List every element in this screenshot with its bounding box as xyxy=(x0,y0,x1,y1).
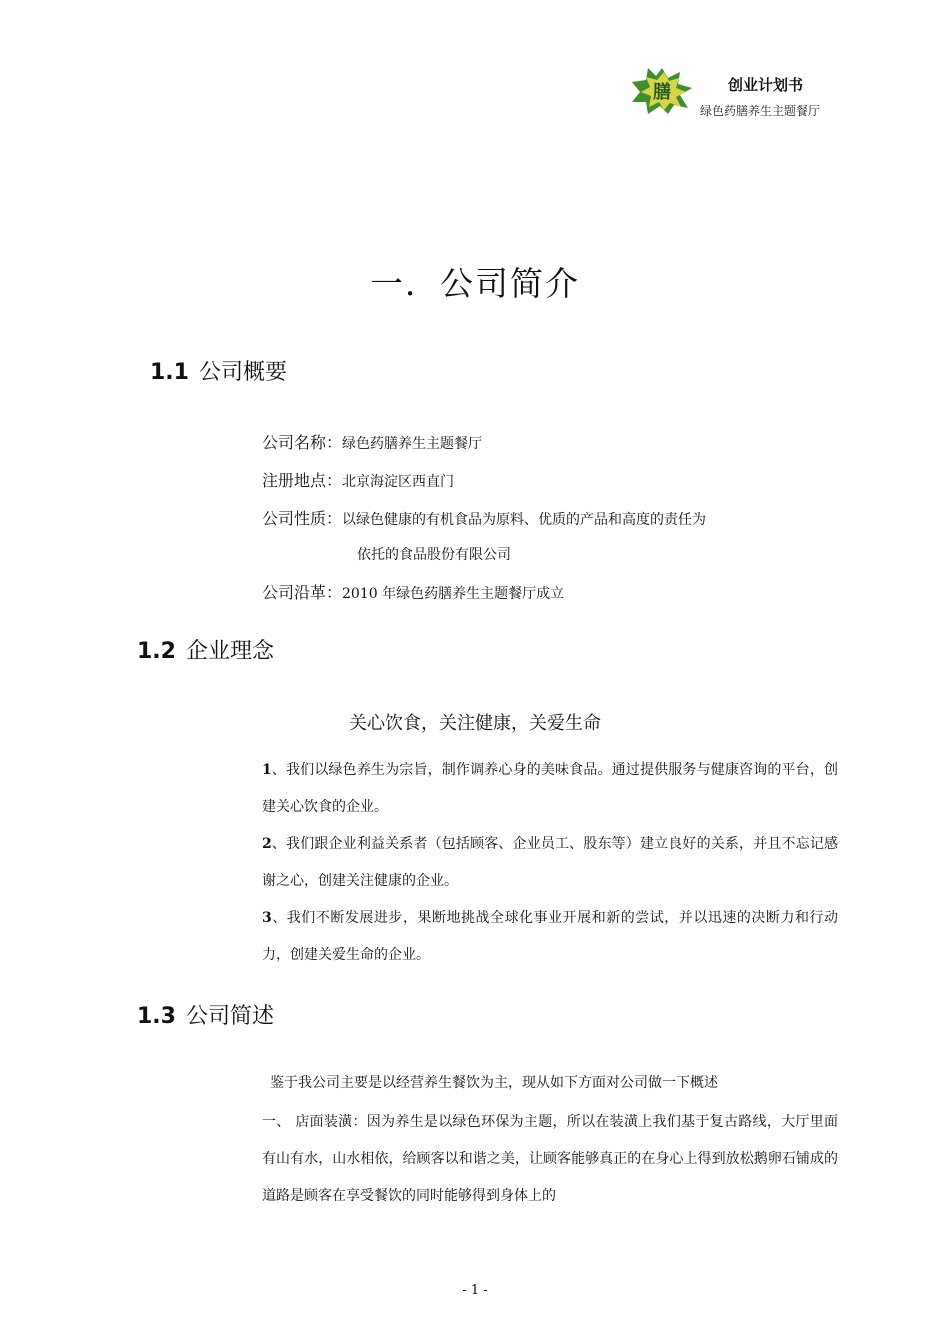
philosophy-item-1 xyxy=(262,752,838,826)
item-text: 、我们以绿色养生为宗旨，制作调养心身的美味食品。通过提供服务与健康咨询的平台，创建关心饮食的企业。 xyxy=(262,762,838,815)
section-number: 1.2 xyxy=(137,639,176,664)
section-heading-1-3 xyxy=(137,999,274,1030)
logo-text: 膳 xyxy=(653,82,671,103)
item-number: 3 xyxy=(262,910,272,926)
section-number: 1.3 xyxy=(137,1004,176,1029)
address-row xyxy=(262,468,454,491)
nature-value-line1: 以绿色健康的有机食品为原料、优质的产品和高度的责任为 xyxy=(342,512,707,528)
section-title: 公司简述 xyxy=(185,1004,274,1029)
item-number: 2 xyxy=(262,836,272,852)
nature-label: 公司性质： xyxy=(262,509,343,528)
address-value: 北京海淀区西直门 xyxy=(342,474,455,490)
section-heading-1-1 xyxy=(150,355,287,386)
philosophy-motto: 关心饮食，关注健康，关爱生命 xyxy=(349,713,601,734)
philosophy-item-3 xyxy=(262,900,838,974)
storefront-paragraph: 一、 店面装潢：因为养生是以绿色环保为主题，所以在装潢上我们基于复古路线，大厅里面有山有水，山水相依，给顾客以和谐之美，让顾客能够真正的在身心上得到放松鹅卵石铺成的道路是顾客在享受餐饮的同时能够得到身体上的 xyxy=(262,1114,838,1204)
history-row xyxy=(262,580,564,603)
history-value: 2010 年绿色药膳养生主题餐厅成立 xyxy=(342,586,565,602)
company-name-value: 绿色药膳养生主题餐厅 xyxy=(342,436,483,452)
page-number: - 1 - xyxy=(462,1283,488,1298)
header-title: 创业计划书 xyxy=(728,76,804,94)
description-intro: 鉴于我公司主要是以经营养生餐饮为主，现从如下方面对公司做一下概述 xyxy=(270,1075,718,1091)
company-name-row xyxy=(262,430,482,453)
company-name-label: 公司名称： xyxy=(262,433,343,452)
company-logo xyxy=(632,68,692,114)
nature-row xyxy=(262,506,706,529)
nature-value-line2: 依托的食品股份有限公司 xyxy=(357,547,511,563)
item-text: 、我们不断发展进步，果断地挑战全球化事业开展和新的尝试，并以迅速的决断力和行动力，创建关爱生命的企业。 xyxy=(262,910,838,963)
page-title: 一．公司简介 xyxy=(370,264,580,303)
item-number: 1 xyxy=(262,762,272,778)
address-label: 注册地点： xyxy=(262,471,343,490)
section-title: 企业理念 xyxy=(185,639,274,664)
item-text: 、我们跟企业利益关系者（包括顾客、企业员工、股东等）建立良好的关系，并且不忘记感谢之心，创建关注健康的企业。 xyxy=(262,836,838,889)
section-title: 公司概要 xyxy=(198,360,287,385)
philosophy-item-2 xyxy=(262,826,838,900)
history-label: 公司沿革： xyxy=(262,583,343,602)
section-number: 1.1 xyxy=(150,360,189,385)
header-subtitle: 绿色药膳养生主题餐厅 xyxy=(700,104,821,118)
section-heading-1-2 xyxy=(137,634,274,665)
